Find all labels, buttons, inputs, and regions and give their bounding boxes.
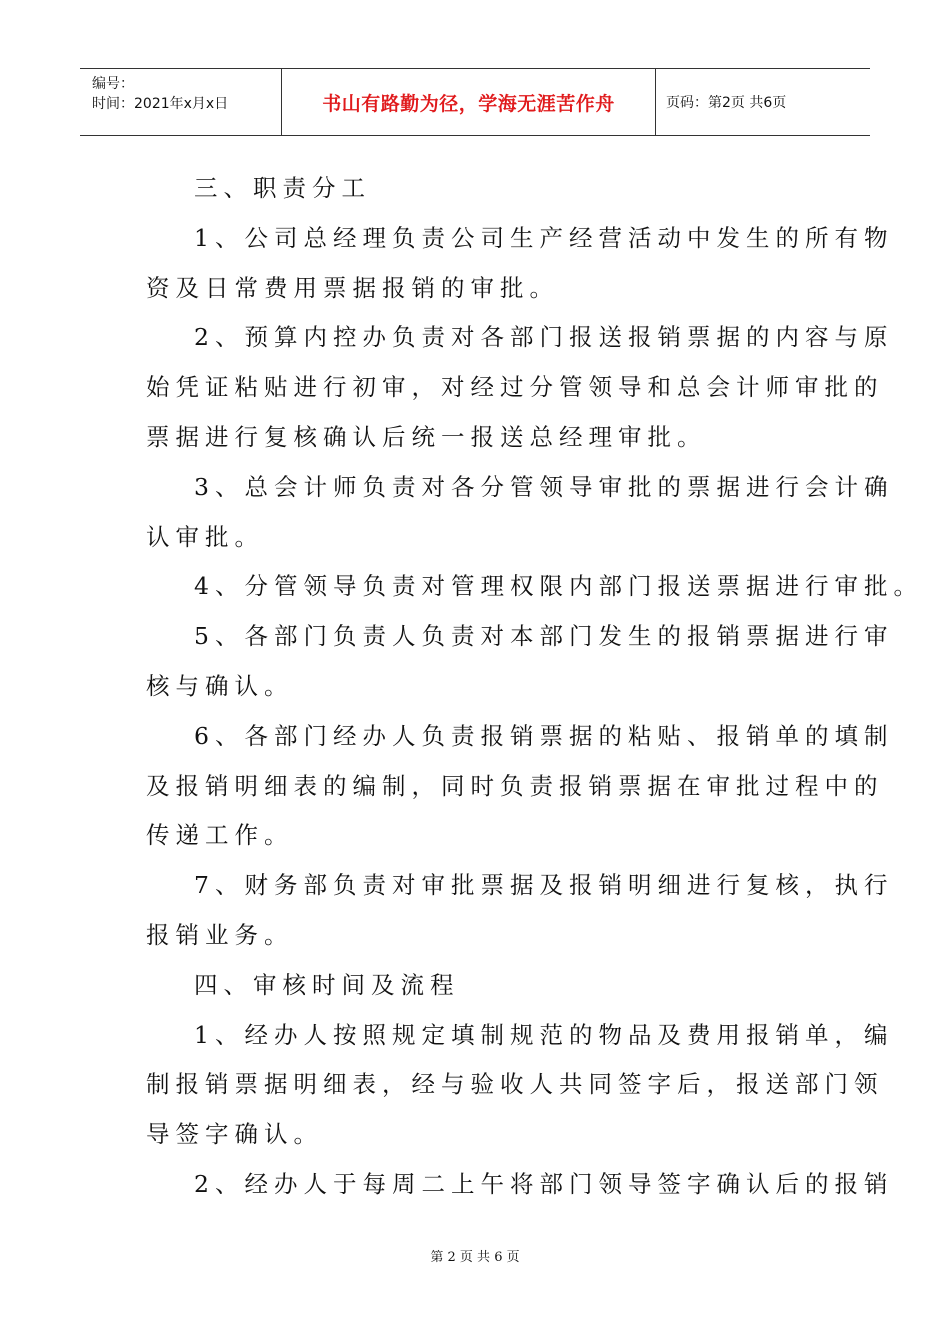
paragraph-line: 2、经办人于每周二上午将部门领导签字确认后的报销 bbox=[194, 1169, 894, 1198]
document-date-label: 时间：2021年x月x日 bbox=[92, 96, 229, 112]
paragraph-line: 3、总会计师负责对各分管领导审批的票据进行会计确 bbox=[194, 472, 894, 501]
header-motto: 书山有路勤为径，学海无涯苦作舟 bbox=[282, 69, 656, 135]
paragraph-line: 票据进行复核确认后统一报送总经理审批。 bbox=[146, 422, 707, 451]
paragraph-line: 制报销票据明细表，经与验收人共同签字后，报送部门领 bbox=[146, 1070, 884, 1099]
paragraph-line: 传递工作。 bbox=[146, 821, 294, 850]
paragraph-line: 2、预算内控办负责对各部门报送报销票据的内容与原 bbox=[194, 323, 894, 352]
header-meta-cell bbox=[80, 69, 282, 135]
page-footer: 第 2 页 共 6 页 bbox=[430, 1250, 520, 1265]
paragraph-line: 7、财务部负责对审批票据及报销明细进行复核，执行 bbox=[194, 871, 894, 900]
paragraph-line: 始凭证粘贴进行初审，对经过分管领导和总会计师审批的 bbox=[146, 373, 884, 402]
document-header bbox=[80, 68, 870, 136]
paragraph-line: 6、各部门经办人负责报销票据的粘贴、报销单的填制 bbox=[194, 721, 894, 750]
paragraph-line: 1、公司总经理负责公司生产经营活动中发生的所有物 bbox=[194, 223, 894, 252]
section-heading-review-process: 四、审核时间及流程 bbox=[194, 970, 460, 999]
header-page-number: 页码：第2页 共6页 bbox=[666, 95, 787, 111]
paragraph-line: 4、分管领导负责对管理权限内部门报送票据进行审批。 bbox=[194, 572, 923, 601]
paragraph-line: 及报销明细表的编制，同时负责报销票据在审批过程中的 bbox=[146, 771, 884, 800]
document-number-label: 编号： bbox=[92, 76, 134, 92]
section-heading-duties: 三、职责分工 bbox=[194, 174, 371, 202]
paragraph-line: 1、经办人按照规定填制规范的物品及费用报销单，编 bbox=[194, 1020, 894, 1049]
document-body bbox=[146, 164, 923, 1210]
paragraph-line: 导签字确认。 bbox=[146, 1120, 323, 1149]
paragraph-line: 5、各部门负责人负责对本部门发生的报销票据进行审 bbox=[194, 622, 894, 651]
paragraph-line: 认审批。 bbox=[146, 522, 264, 551]
paragraph-line: 核与确认。 bbox=[146, 671, 294, 700]
paragraph-line: 报销业务。 bbox=[146, 920, 294, 949]
paragraph-line: 资及日常费用票据报销的审批。 bbox=[146, 273, 559, 302]
